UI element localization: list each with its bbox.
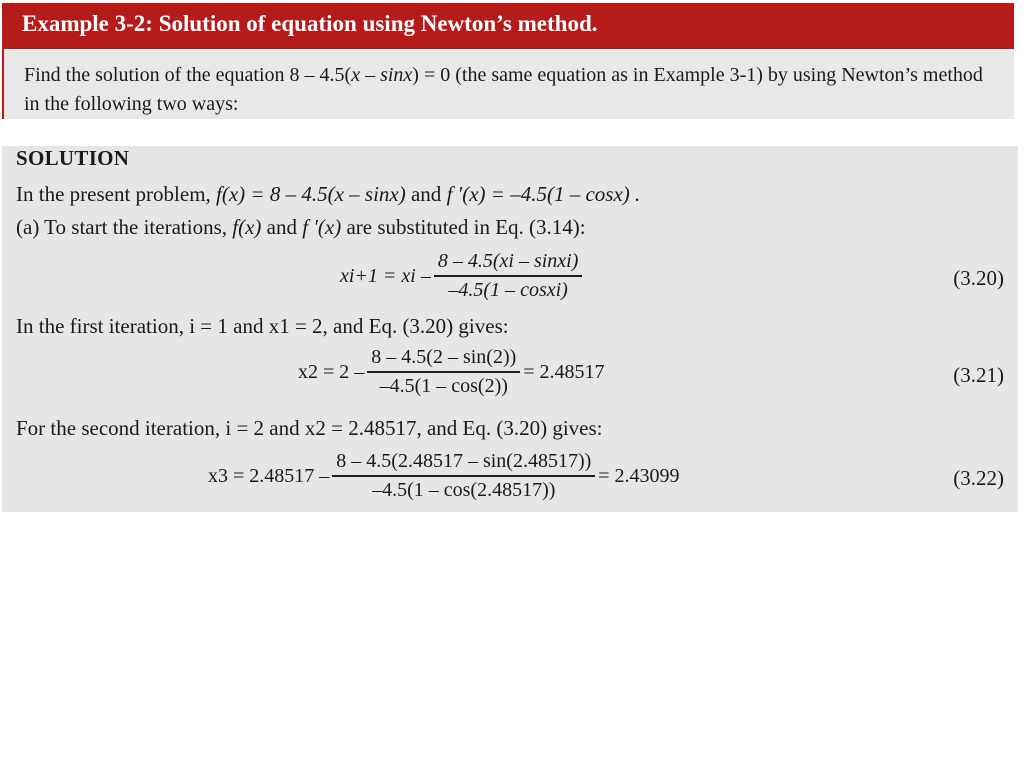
equation-3-21 (298, 346, 605, 398)
eq3-result: = 2.43099 (598, 464, 680, 487)
equation-label-3-20: (3.20) (953, 266, 1004, 290)
line2-fprime: f ′(x) (302, 215, 342, 239)
eq2-lhs: x2 = 2 – (298, 360, 365, 383)
eq2-fraction (367, 346, 520, 398)
eq1-lhs: xi+1 = xi – (340, 264, 431, 287)
eq1-numerator: 8 – 4.5(xi – sinxi) (434, 250, 583, 277)
eq1-denominator: –4.5(1 – cosxi) (448, 279, 568, 301)
equation-3-22 (208, 450, 680, 502)
eq3-lhs: x3 = 2.48517 – (208, 464, 330, 487)
example-header (2, 3, 1014, 49)
solution-line-function (16, 182, 640, 207)
solution-line-second-iteration: For the second iteration, i = 2 and x2 = 2.48517, and Eq. (3.20) gives: (16, 416, 603, 440)
eq3-denominator: –4.5(1 – cos(2.48517)) (372, 479, 556, 501)
problem-math-expression: x – sinx (351, 64, 413, 86)
equation-label-3-21: (3.21) (953, 363, 1004, 387)
line1-text: In the present problem, (16, 182, 211, 206)
problem-text-after: ) = 0 (the same equation as in Example 3-1) by using Newton’s method in the following two ways: (24, 64, 983, 115)
line1-and: and (410, 182, 442, 206)
eq3-fraction (332, 450, 595, 502)
solution-box (2, 146, 1018, 512)
problem-statement-box (2, 49, 1014, 119)
line2-text-end: are substituted in Eq. (3.14): (346, 215, 586, 239)
solution-line-substitution (16, 215, 586, 240)
eq2-numerator: 8 – 4.5(2 – sin(2)) (367, 346, 520, 373)
solution-line-first-iteration: In the first iteration, i = 1 and x1 = 2, and Eq. (3.20) gives: (16, 314, 509, 338)
derivative-definition: f ′(x) = –4.5(1 – cosx) . (446, 182, 641, 206)
problem-statement (24, 61, 996, 119)
eq2-denominator: –4.5(1 – cos(2)) (379, 375, 508, 397)
problem-text-before: Find the solution of the equation 8 – 4.5( (24, 64, 352, 86)
equation-3-20 (340, 250, 585, 302)
eq2-result: = 2.48517 (523, 360, 605, 383)
eq1-fraction (434, 250, 583, 302)
function-definition: f(x) = 8 – 4.5(x – sinx) (216, 182, 406, 206)
eq3-numerator: 8 – 4.5(2.48517 – sin(2.48517)) (332, 450, 595, 477)
line2-and: and (266, 215, 297, 239)
solution-heading: SOLUTION (16, 146, 130, 170)
line2-text: (a) To start the iterations, (16, 215, 227, 239)
example-title: Example 3-2: Solution of equation using Newton’s method. (22, 11, 598, 36)
line2-f: f(x) (232, 215, 262, 239)
equation-label-3-22: (3.22) (953, 466, 1004, 490)
